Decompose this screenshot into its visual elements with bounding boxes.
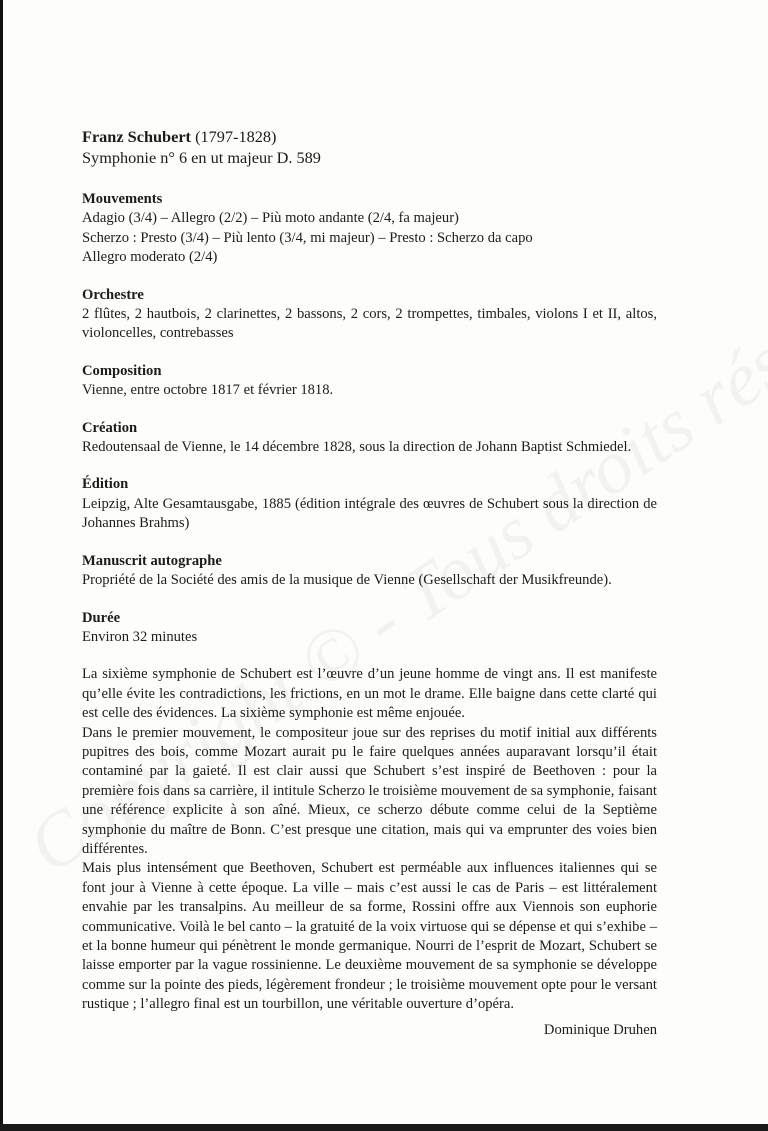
essay-paragraph: Dans le premier mouvement, le compositeur joue sur des reprises du motif initial aux différents pupitres des bois, comme Mozart aurait pu le faire quelques années auparavant lorsqu’il était contaminé par la gaieté. Il est clair aussi que Schubert s’est inspiré de Beethoven : pour la première fois dans sa carrière, il intitule Scherzo le troisième mouvement de sa symphonie, faisant une référence explicite à son aîné. Mieux, ce scherzo débute comme celui de la Septième symphonie du maître de Bonn. C’est presque une citation, mais qui va emprunter des voies bien différentes. — [82, 724, 657, 857]
work-title: Symphonie n° 6 en ut majeur D. 589 — [82, 148, 321, 167]
section-title: Mouvements — [82, 191, 163, 207]
scan-border-bottom — [0, 1124, 768, 1131]
essay — [82, 665, 657, 1014]
section-text: Environ 32 minutes — [82, 628, 198, 645]
section-title: Composition — [82, 362, 162, 379]
movement-line: Allegro moderato (2/4) — [82, 249, 218, 266]
composer-dates: (1797-1828) — [195, 127, 277, 146]
section-title: Manuscrit autographe — [82, 552, 222, 569]
section-title: Orchestre — [82, 286, 144, 303]
scan-border-left — [0, 0, 3, 1131]
section-text: 2 flûtes, 2 hautbois, 2 clarinettes, 2 bassons, 2 cors, 2 trompettes, timbales, violons I et II, altos, violoncelles, contrebasses — [82, 306, 657, 342]
program-note — [82, 126, 657, 1040]
work-header — [82, 126, 657, 168]
section-text: Propriété de la Société des amis de la musique de Vienne (Gesellschaft der Musikfreunde). — [82, 572, 612, 589]
section-composition — [82, 362, 657, 401]
section-orchestre — [82, 286, 657, 344]
section-edition — [82, 475, 657, 533]
composer-name: Franz Schubert — [82, 127, 191, 146]
section-title: Création — [82, 419, 138, 436]
section-text: Leipzig, Alte Gesamtausgabe, 1885 (édition intégrale des œuvres de Schubert sous la direction de Johannes Brahms) — [82, 495, 657, 532]
section-text: Vienne, entre octobre 1817 et février 1818. — [82, 382, 334, 399]
section-duree — [82, 609, 657, 648]
section-creation — [82, 419, 657, 458]
section-mouvements — [82, 190, 657, 268]
section-manuscrit — [82, 552, 657, 591]
movement-line: Scherzo : Presto (3/4) – Più lento (3/4, mi majeur) – Presto : Scherzo da capo — [82, 229, 533, 246]
essay-paragraph: La sixième symphonie de Schubert est l’œuvre d’un jeune homme de vingt ans. Il est manifeste qu’elle évite les contradictions, les frictions, en un mot le drame. Elle baigne dans cette clarté qui est celle des évidences. La sixième symphonie est même enjouée. — [82, 666, 657, 722]
author-signature: Dominique Druhen — [543, 1021, 657, 1038]
essay-paragraph: Mais plus intensément que Beethoven, Schubert est perméable aux influences italiennes qui se font jour à Vienne à cette époque. La ville – mais c’est aussi le cas de Paris – est littéralement envahie par les transalpins. Au meilleur de sa forme, Rossini offre aux Viennois son euphorie communicative. Voilà le bel canto – la gratuité de la voix virtuose qui se dépense et qui s’exhibe – et la bonne humeur qui pénètrent le monde germanique. Nourri de l’esprit de Mozart, Schubert se laisse emporter par la vague rossinienne. Le deuxième mouvement de sa symphonie se développe comme sur la pointe des pieds, légèrement frondeur ; le troisième mouvement opte pour le versant rustique ; l’allegro final est un tourbillon, une véritable ouverture d’opéra. — [82, 860, 657, 1013]
section-title: Édition — [82, 476, 129, 493]
composer-line — [82, 126, 657, 147]
section-title: Durée — [82, 609, 121, 626]
movement-line: Adagio (3/4) – Allegro (2/2) – Più moto andante (2/4, fa majeur) — [82, 210, 459, 227]
section-text: Redoutensaal de Vienne, le 14 décembre 1828, sous la direction de Johann Baptist Schmiedel. — [82, 439, 632, 456]
